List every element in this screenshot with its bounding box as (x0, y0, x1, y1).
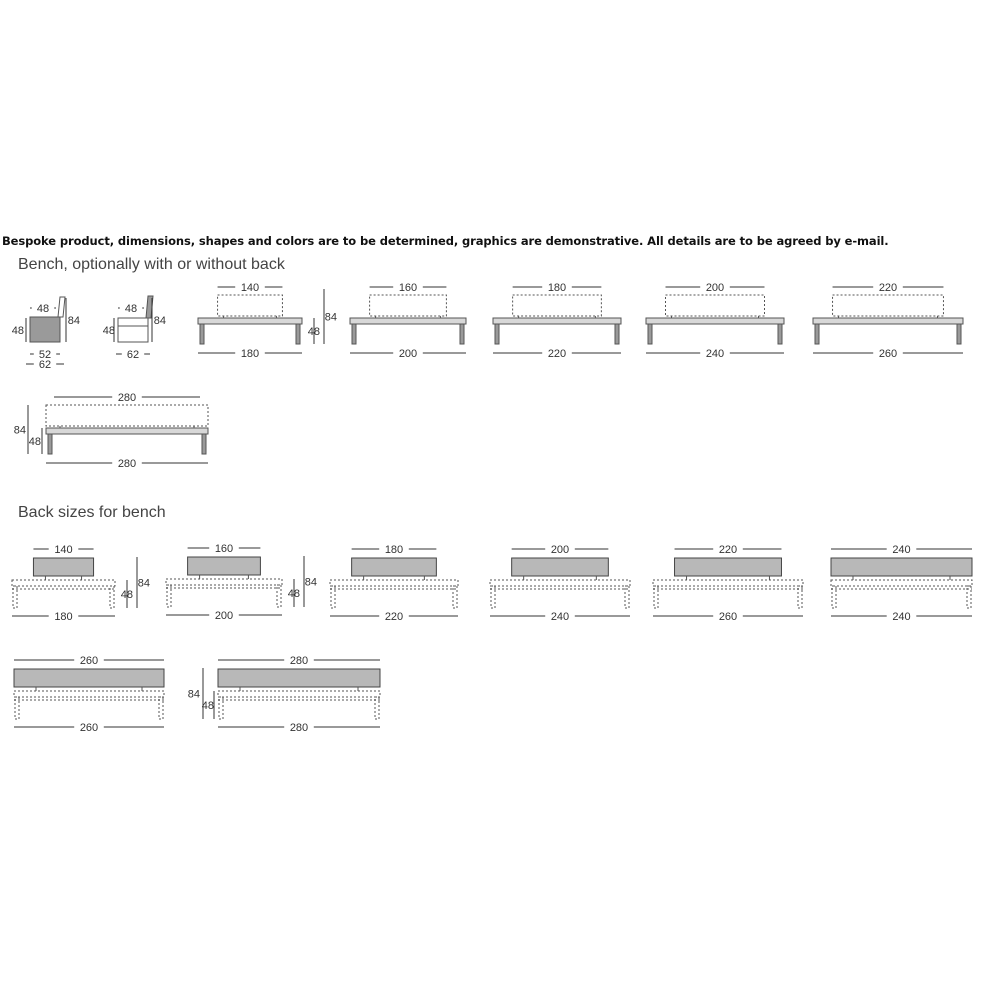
back-view-160 (166, 543, 317, 622)
bench-seat (493, 318, 621, 324)
back-width-label: 240 (892, 544, 911, 556)
back-bench-width-label: 220 (384, 611, 404, 623)
back-view-140 (12, 544, 150, 623)
bench-view-280 (14, 392, 208, 470)
back-width-label: 220 (718, 544, 738, 556)
bench-back-outline (833, 295, 944, 316)
back-seat-dashed (12, 580, 115, 586)
side-height-total-label: 84 (67, 315, 80, 327)
back-bench-width-label: 240 (892, 611, 911, 623)
back-width-label: 260 (79, 655, 99, 667)
bench-seat (198, 318, 302, 324)
side-depth-top-label: 48 (36, 303, 50, 315)
side2-depth-total-label: 62 (126, 349, 140, 361)
back-bench-width-label: 200 (214, 610, 234, 622)
side-seat-height-label: 48 (11, 325, 24, 337)
back-seat-height-label: 48 (201, 700, 214, 712)
back-seat-dashed (166, 579, 282, 585)
side-depth-seat-label: 52 (38, 349, 52, 361)
back-bench-width-label: 260 (79, 722, 99, 734)
back-width-label: 280 (289, 655, 309, 667)
bench-leg-left (200, 324, 204, 344)
back-view-180 (330, 544, 458, 623)
back-bench-width-label: 240 (550, 611, 570, 623)
bench-leg-left (495, 324, 499, 344)
back-seat-height-label: 48 (120, 589, 133, 601)
back-seat-dashed (653, 580, 803, 586)
bench-back-outline (666, 295, 765, 316)
bench-back-outline (46, 405, 208, 426)
back-seat-dashed (490, 580, 630, 586)
side-view-without-back (103, 296, 166, 361)
bench-leg-right (460, 324, 464, 344)
back-cushion (14, 669, 164, 687)
back-width-label: 180 (384, 544, 404, 556)
disclaimer-text: Bespoke product, dimensions, shapes and colors are to be determined, graphics are demonstrative. All details are to be agreed by e-mail. (2, 234, 889, 248)
back-view-260 (14, 655, 164, 734)
bench-leg-right (202, 434, 206, 454)
side-view-with-back (12, 297, 80, 371)
bench-seat (646, 318, 784, 324)
bench-seat-height-label: 48 (28, 436, 41, 448)
bench-seat-height-label: 48 (307, 326, 320, 338)
side-seat-block (30, 317, 60, 342)
bench-leg-right (615, 324, 619, 344)
back-height-total-label: 84 (304, 576, 317, 589)
bench-back-width-label: 220 (878, 282, 898, 294)
back-bench-width-label: 260 (718, 611, 738, 623)
side2-seat-height-label: 48 (102, 325, 115, 337)
back-view-280 (188, 655, 380, 734)
back-seat-dashed (218, 691, 380, 697)
back-width-label: 200 (550, 544, 570, 556)
bench-height-total-label: 84 (324, 311, 337, 324)
bench-seat (46, 428, 208, 434)
back-view-240 (831, 544, 972, 623)
bench-width-label: 220 (547, 348, 567, 360)
back-cushion (218, 669, 380, 687)
bench-back-outline (218, 295, 283, 316)
bench-back-outline (513, 295, 602, 316)
back-seat-height-label: 48 (287, 588, 300, 600)
bench-leg-right (296, 324, 300, 344)
back-seat-dashed (831, 580, 972, 586)
bench-seat (350, 318, 466, 324)
back-cushion (188, 557, 261, 575)
bench-width-label: 260 (878, 348, 898, 360)
bench-leg-right (778, 324, 782, 344)
bench-back-width-label: 160 (398, 282, 418, 294)
bench-back-width-label: 280 (117, 392, 137, 404)
bench-view-240 (646, 282, 784, 360)
back-seat-dashed (14, 691, 164, 697)
bench-view-200 (350, 282, 466, 360)
back-height-total-label: 84 (137, 577, 150, 590)
side-backrest (58, 297, 65, 317)
bench-seat (813, 318, 963, 324)
bench-height-total-label: 84 (13, 424, 26, 437)
bench-back-width-label: 200 (705, 282, 725, 294)
bench-view-260 (813, 282, 963, 360)
bench-width-label: 280 (117, 458, 137, 470)
bench-width-label: 180 (240, 348, 260, 360)
bench-width-label: 200 (398, 348, 418, 360)
bench-width-label: 240 (705, 348, 725, 360)
bench-leg-left (815, 324, 819, 344)
bench-leg-right (957, 324, 961, 344)
back-view-200 (490, 544, 630, 623)
side-depth-total-label: 62 (38, 359, 52, 371)
back-sizes-section-title: Back sizes for bench (18, 504, 166, 521)
bench-section-title: Bench, optionally with or without back (18, 256, 285, 273)
bench-back-width-label: 180 (547, 282, 567, 294)
back-height-total-label: 84 (187, 688, 200, 701)
back-width-label: 140 (54, 544, 73, 556)
side2-height-total-label: 84 (153, 315, 166, 327)
back-bench-width-label: 280 (289, 722, 309, 734)
bench-leg-left (48, 434, 52, 454)
back-cushion (352, 558, 437, 576)
bench-back-outline (370, 295, 447, 316)
bench-back-width-label: 140 (240, 282, 260, 294)
back-view-220 (653, 544, 803, 623)
bench-leg-left (352, 324, 356, 344)
back-cushion (33, 558, 93, 576)
bench-view-220 (493, 282, 621, 360)
side2-depth-top-label: 48 (124, 303, 138, 315)
back-bench-width-label: 180 (54, 611, 73, 623)
bench-view-180 (198, 282, 337, 360)
back-width-label: 160 (214, 543, 234, 555)
back-cushion (675, 558, 782, 576)
side2-seat-block (118, 318, 148, 342)
back-seat-dashed (330, 580, 458, 586)
back-cushion (512, 558, 609, 576)
bench-leg-left (648, 324, 652, 344)
back-cushion (831, 558, 972, 576)
